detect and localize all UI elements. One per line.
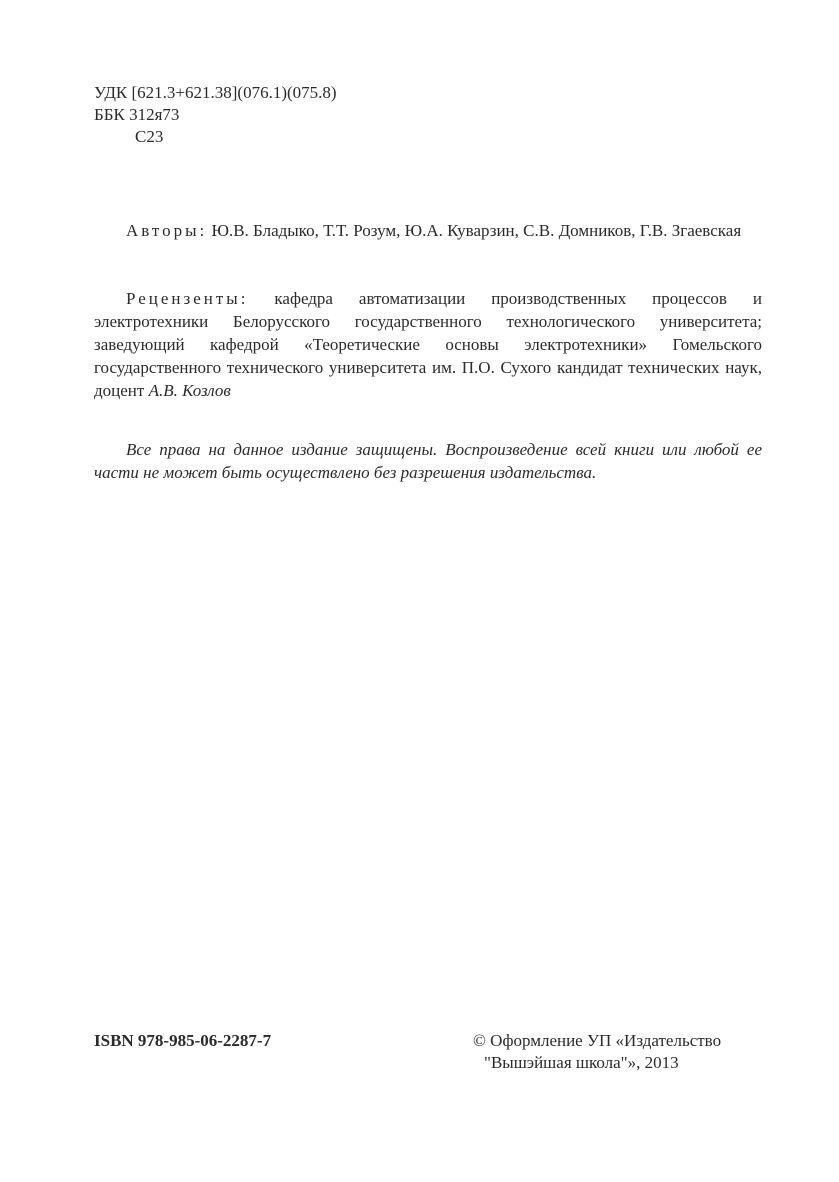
reviewers-paragraph [94,287,762,402]
bbk-code: ББК 312я73 [94,105,180,124]
rights-notice [94,438,762,484]
authors-names: Ю.В. Бладыко, Т.Т. Розум, Ю.А. Куварзин, С.В. Домников, Г.В. Згаевская [211,221,742,240]
authors-label: Авторы: [126,221,208,240]
authors-paragraph [94,219,762,242]
copyright-notice [473,1030,721,1074]
author-sign: С23 [135,127,164,146]
copyright-line-1: © Оформление УП «Издательство [473,1031,722,1050]
isbn: ISBN 978-985-06-2287-7 [94,1031,272,1050]
bibliographic-codes [94,82,337,148]
udk-code: УДК [621.3+621.38](076.1)(075.8) [94,83,337,102]
reviewers-text: кафедра автоматизации производственных процессов и электротехники Белорусского государственного технологического университета; заведующий кафедрой «Теоретические основы электротехники» Гомельского государственного технического университета им. П.О. Сухого кандидат технических наук, доцент [94,289,762,400]
reviewers-label: Рецензенты: [126,289,249,308]
reviewer-name: А.В. Козлов [148,381,231,400]
rights-text: Все права на данное издание защищены. Воспроизведение всей книги или любой ее части не может быть осуществлено без разрешения издательства. [94,440,762,482]
copyright-line-2: "Вышэйшая школа"», 2013 [484,1053,679,1072]
